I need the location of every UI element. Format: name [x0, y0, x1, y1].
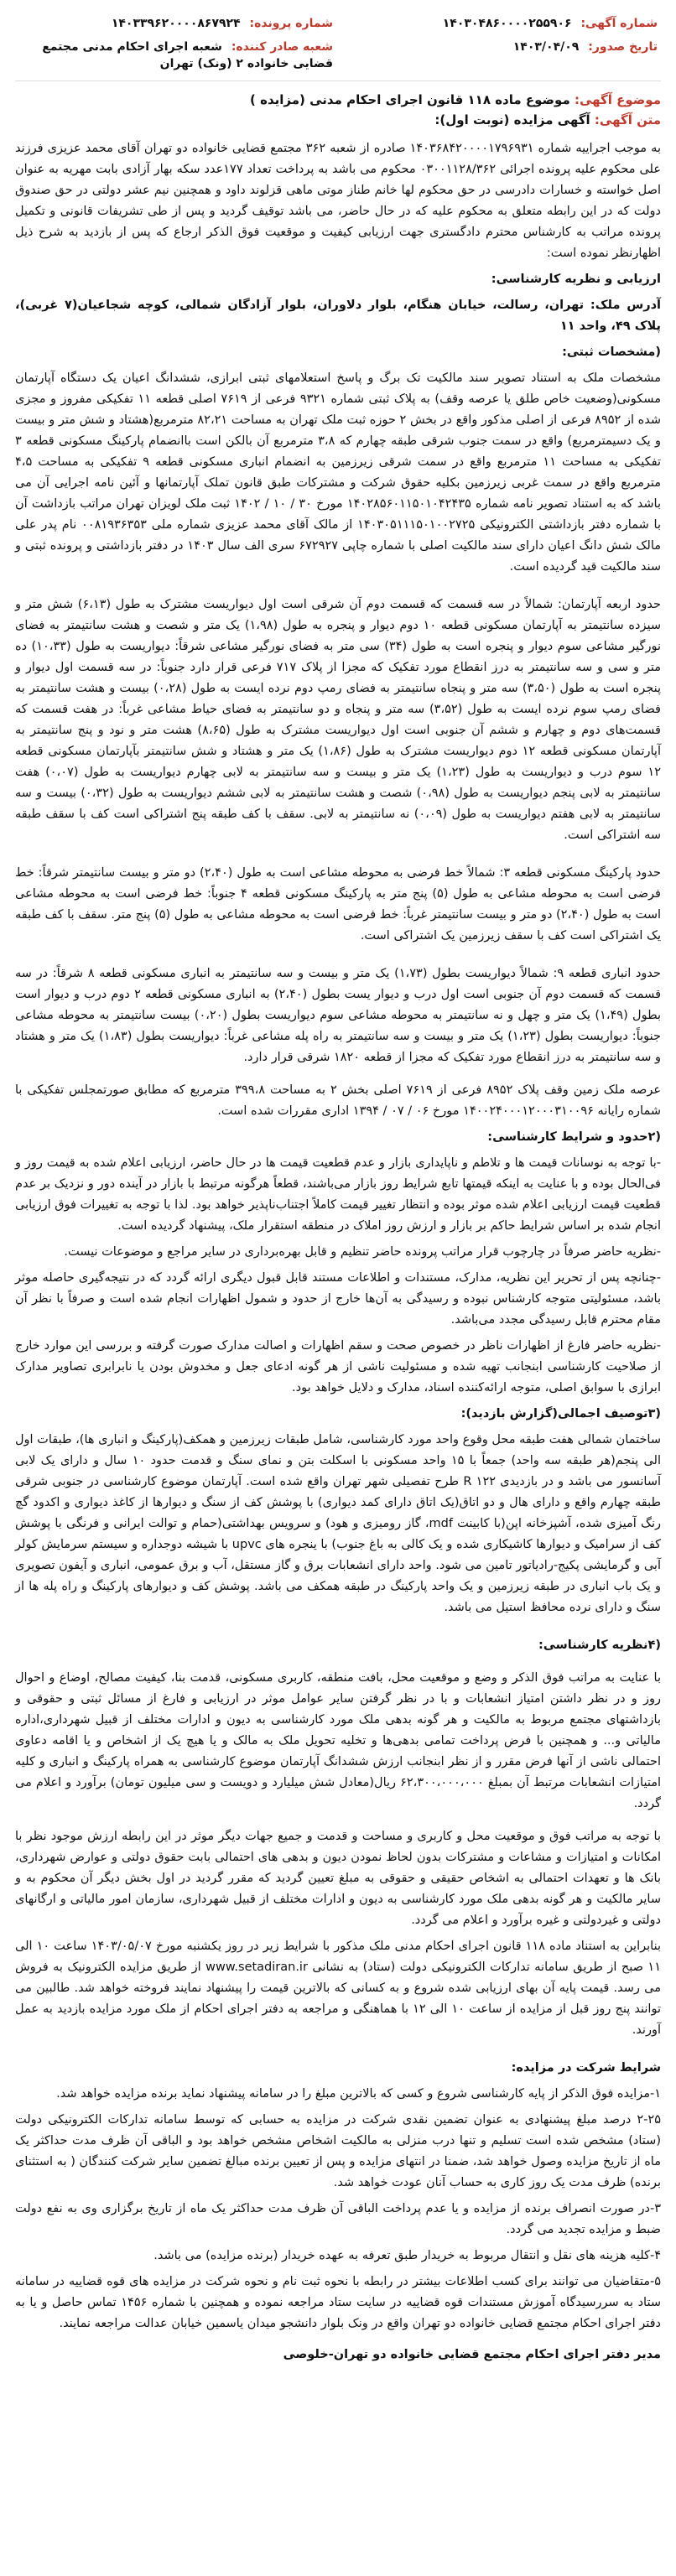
notice-intro — [15, 90, 661, 130]
issue-date — [343, 39, 658, 72]
spacer — [15, 2041, 661, 2053]
paragraph-limit-1: -با توجه به نوسانات قیمت ها و تلاطم و ناپایداری بازار و عدم قطعیت قیمت ها در حال حاضر، ارزیابی اعلام شده به قیمت روز و فی‌الحال بوده و با عنایت به اینکه قیمتها تابع شرایط روز بازار می‌باشند، قطعاً هرگونه مرتبط با بازار در آینده دور و نزدیک بر عدم قطعیت قیمت ارزیابی اعلام شده موثر بوده و انتظار تغییر قیمت کاملاً اجتناب‌ناپذیر خواهد بود. لذا با توجه به تغییرات فوق ارزیابی انجام شده بر اساس شرایط حاکم بر بازار و ارزش روز املاک در منطقه استقرار ملک، پیشنهاد گردیده است. — [15, 1156, 661, 1233]
issuer-value: شعبه اجرای احکام مدنی مجتمع قضایی خانواده ۲ (ونک) تهران — [42, 40, 333, 70]
notice-body — [15, 138, 661, 2334]
subject-value: موضوع ماده ۱۱۸ قانون اجرای احکام مدنی (مزایده ) — [250, 92, 570, 107]
spacer — [15, 1656, 661, 1663]
paragraph-auction-announcement: بنابراین به استناد ماده ۱۱۸ قانون اجرای احکام مدنی ملک مذکور با شرایط زیر در روز یکشنبه مورخ ۱۴۰۳/۰۵/۰۷ ساعت ۱۰ الی ۱۱ صبح از طریق سامانه تدارکات الکترونیکی دولت (ستاد) به نشانی www.setadiran.ir از طریق مزایده الکترونیک به فروش می رسد. قیمت پایه آن بهای ارزیابی شده شروع و به کسانی که بالاترین قیمت را پیشنهاد نمایند فروخته خواهد شد. طالبین می توانند پنج روز قبل از مزایده از ساعت ۱۰ الی ۱۲ با هماهنگی و مراجعه به دفتر اجرای احکام از ملک مورد مزایده بازدید به عمل آورند. — [15, 1940, 661, 2037]
paragraph-valuation-note: با توجه به مراتب فوق و موقعیت محل و کاربری و مساحت و قدمت و جمیع جهات دیگر موثر در این رابطه ارزش موجود نظر با امکانات و امتیازات و مشاعات و مشترکات بدون لحاظ نمودن دیون و بدهی های احتمالی بابت حقوق دولتی و عوارض شهرداری، بانک ها و تعهدات احتمالی به اشخاص حقیقی و حقوقی به مبلغ تعیین گردید که مقرر گردید در اول بخش دیگر آن محکوم به و سایر مالکیت و هر گونه بدهی ملک مورد کارشناسی به دیون و ادارات مختلف از قبیل شهرداری، سازمان امور مالیاتی و ارگانهای دولتی و غیردولتی و غیره برآورد و اعلام می گردد. — [15, 1830, 661, 1927]
notice-number — [343, 15, 658, 32]
issuer-label: شعبه صادر کننده: — [231, 40, 333, 54]
paragraph-parking-boundaries: حدود پارکینگ مسکونی قطعه ۳: شمالاً خط فرضی به محوطه مشاعی است به طول (۲،۴۰) دو متر و بیست سانتیمتر شرقاً: خط فرضی است به محوطه مشاعی به طول (۵) پنج متر به پارکینگ مسکونی قطعه ۴ جنوباً: خط فرضی است به محوطه مشاعی است به طول (۲،۴۰) دو متر و بیست سانتیمتر غرباً: خط فرضی است به محوطه مشاعی به طول (۵) پنج متر. سقف با کف طبقه یک اشتراکی است کف با سقف زیرزمین یک اشتراکی است. — [15, 866, 661, 943]
spacer — [15, 578, 661, 589]
condition-3: ۳-در صورت انصراف برنده از مزایده و یا عدم پرداخت الباقی آن ظرف مدت حداکثر یک ماه از تاریخ برگزاری وی به نفع دولت ضبط و مزایده تجدید می گردد. — [15, 2202, 661, 2236]
heading-description: (۳توصیف اجمالی(گزارش بازدید): — [460, 1407, 661, 1420]
body-label: متن آگهی: — [594, 112, 661, 127]
condition-2: ۲-۲۵ درصد مبلغ پیشنهادی به عنوان تضمین نقدی شرکت در مزایده به حسابی که توسط سامانه تدارکات الکترونیکی دولت (ستاد) مشخص شده است تسلیم و تنها درب منزلی به مالکیت اشخاص مشخص خواهد بود و الباقی آن ظرف مدت حداکثر یک ماه از تاریخ مزایده وصول خواهد شد، ضمنا در انتهای مزایده و پس از تعیین برنده مبالغ تضمین سایر شرکت کنندگان ( به استثنای برنده) ظرف مدت یک روز کاری به حساب آنان عودت خواهد شد. — [15, 2113, 661, 2189]
paragraph-limit-2: -نظریه حاضر صرفاً در چارچوب قرار مراتب پرونده حاضر تنظیم و قابل بهره‌برداری در سایر مراجع و موضوعات نیست. — [64, 1245, 661, 1259]
case-number-label: شماره پرونده: — [249, 17, 333, 30]
paragraph-registration: مشخصات ملک به استناد تصویر سند مالکیت تک برگ و پاسخ استعلامهای ثبتی ابرازی، ششدانگ اعیان یک دستگاه آپارتمان مسکونی(وضعیت خاص طلق یا عرصه وقف) به پلاک ثبتی شماره ۹۳۲۱ فرعی از ۷۶۱۹ اصلی قطعه ۱۱ تفکیکی مفروز و مجزی شده از ۸۹۵۲ فرعی از اصلی مذکور واقع در بخش ۲ حوزه ثبت ملک تهران به مساحت ۸۲،۲۱ مترمربع(هشتاد و شش متر و بیست و یک دسیمترمربع) واقع در سمت جنوب شرقی طبقه چهارم که ۳،۸ مترمربع آن بالکن است باانضمام پارکینگ مسکونی قطعه ۳ تفکیکی به مساحت ۱۱ مترمربع واقع در سمت شرقی زیرزمین به انضمام انباری مسکونی قطعه ۹ تفکیکی به مساحت ۴،۵ مترمربع واقع در سمت غربی زیرزمین بکلیه حقوق شرکت و مشترکات طبق قانون تملک آپارتمانها و آئین نامه اجرایی آن می باشد که به استناد تصویر نامه شماره ۱۴۰۲۸۵۶۰۱۱۵۰۱۰۴۲۴۳۵ مورخ ۳۰ / ۱۰ / ۱۴۰۲ ثبت ملک لویزان تهران مراتب بازداشت آن با شماره دفتر بازداشتی الکترونیکی ۱۴۰۳۰۵۱۱۱۵۰۱۰۰۲۷۲۵ از مالک آقای محمد عزیزی شماره ملی ۰۰۸۱۹۳۶۳۵۳ نام پدر علی مالک شش دانگ اعیان دارای سند مالکیت اصلی با شماره چاپی ۶۷۲۹۲۷ سری الف سال ۱۴۰۳ در دفتر بازداشتی و پرونده ثبتی و سند مالکیت قید گردیده است. — [15, 371, 662, 574]
signature: مدیر دفتر اجرای احکام مجتمع قضایی خانواده دو تهران-خلوصی — [283, 2348, 661, 2361]
spacer — [15, 846, 661, 858]
spacer — [15, 1815, 661, 1821]
heading-evaluation: ارزیابی و نظریه کارشناسی: — [491, 273, 661, 286]
case-number — [18, 15, 333, 32]
body-title: آگهی مزایده (نوبت اول): — [434, 112, 590, 127]
notice-number-label: شماره آگهی: — [580, 17, 658, 30]
property-address: آدرس ملک: تهران، رسالت، خیابان هنگام، بلوار دلاوران، بلوار آزادگان شمالی، کوچه شجاعیان(۷ غربی)، پلاک ۴۹، واحد ۱۱ — [15, 299, 661, 333]
heading-limits: (۲حدود و شرایط کارشناسی: — [487, 1130, 661, 1144]
notice-subject — [15, 90, 661, 110]
notice-number-value: ۱۴۰۳۰۴۸۶۰۰۰۰۲۵۵۹۰۶ — [442, 17, 572, 30]
issuer — [18, 39, 333, 72]
condition-1: ۱-مزایده فوق الذکر از پایه کارشناسی شروع و کسی که بالاترین مبلغ را در سامانه پیشنهاد نماید برنده مزایده خواهد شد. — [56, 2087, 661, 2101]
spacer — [15, 1618, 661, 1630]
paragraph-land: عرصه ملک زمین وقف پلاک ۸۹۵۲ فرعی از ۷۶۱۹ اصلی بخش ۲ به مساحت ۳۹۹،۸ مترمربع که مطابق صورتمجلس تفکیکی با شماره رایانه ۱۴۰۰۲۴۰۰۰۱۲۰۰۰۳۱۰۰۹۶ مورخ ۰۶ / ۰۷ / ۱۳۹۴ اداری مقررات شده است. — [15, 1083, 662, 1118]
paragraph-limit-4: -نظریه حاضر فارغ از اظهارات ناظر در خصوص صحت و سقم اظهارات و اصالت مدارک صورت گرفته و بررسی این موارد خارج از صلاحیت کارشناسی ابنجانب تهیه شده و مسئولیت ناشی از هر گونه ادعای جعل و مخدوش بودن یا نابرابری تصاویر مدارک ابرازی با سوابق اصلی، متوجه ارائه‌کننده اسناد، مدارک و دلایل خواهد بود. — [15, 1339, 661, 1394]
paragraph-execution: به موجب اجراییه شماره ۱۴۰۳۶۸۴۲۰۰۰۰۱۷۹۶۹۳۱ صادره از شعبه ۳۶۲ مجتمع قضایی خانواده دو تهران آقای محمد عزیزی فرزند علی محکوم علیه پرونده اجرائی ۰۳۰۰۱۱۲۸/۳۶۲ محکوم می باشد به پرداخت تعداد ۱۷۷عدد سکه بهار آزادی بابت مهریه به عنوان اصل خواسته و خسارات دادرسی در حق محکوم لها خانم طناز موتی ماهی قزلوند داود و همچنین نیم عشر دولتی در حق صندوق دولت که در این رابطه متعلق به محکوم علیه که در حال حاضر، می باشد توقیف گردید و پس از طی تشریفات قانونی و تکمیل پرونده مراتب به کارشناس محترم دادگستری جهت ارزیابی کیفیت و موقعیت فوق الذکر ارجاع که پس از بازدید به شرح ذیل اظهارنظر نموده است: — [15, 142, 662, 260]
paragraph-apartment-boundaries: حدود اربعه آپارتمان: شمالاً در سه قسمت که قسمت دوم آن شرقی است اول دیواریست مشترک به طول (۶،۱۳) شش متر و سیزده سانتیمتر به آپارتمان مسکونی قطعه ۱۰ دوم دیوار و پنجره به طول (۱،۹۸) یک متر و شصت و هشت سانتیمتر به فضای نورگیر مشاعی سوم دیوار و پنجره است به طول (۳۴) سی متر به فضای نورگیر مشاعی شرقاً: دیواریست به طول (۱۰،۳۳) ده متر و سی و سه سانتیمتر به درز انقطاع مورد تفکیک که مجزا از پلاک ۷۱۷ فرعی قرار دارد جنوباً: در سه قسمت اول دیوار و پنجره است به طول (۳،۵۰) سه متر و پنجاه سانتیمتر به فضای رمپ دوم نرده ایست به طول (۰،۲۸) بیست و هشت سانتیمتر به فضای رمپ سوم نرده ایست به طول (۳،۵۲) سه متر و پنجاه و دو سانتیمتر به فضای حیاط مشاعی غرباً: در هفت قسمت که قسمت‌های دوم و چهارم و ششم آن جنوبی است اول دیواریست مشترک به طول (۸،۶۵) هشت متر و نود و پنج سانتیمتر به آپارتمان مسکونی قطعه ۱۲ دوم دیواریست مشترک به طول (۱،۸۶) یک متر و هشتاد و شش سانتیمتر بآپارتمان مسکونی قطعه ۱۲ سوم درب و دیواریست به طول (۱،۲۳) یک متر و بیست و سه سانتیمتر به لابی چهارم دیواریست به طول (۰،۰۷) هفت سانتیمتر به لابی پنجم دیواریست به طول (۰،۹۸) شصت و هشت سانتیمتر به لابی ششم دیواریست به طول (۰،۳۲) بیست و سه سانتیمتر به لابی هفتم دیواریست به طول (۰،۰۹) نه سانتیمتر به لابی. سقف با کف طبقه پنج اشتراکی است کف با سقف طبقه سه اشتراکی است. — [15, 598, 662, 842]
heading-expert-opinion: (۴نظریه کارشناسی: — [538, 1639, 661, 1652]
notice-body-title — [15, 110, 661, 130]
paragraph-storage-boundaries: حدود انباری قطعه ۹: شمالاً دیواریست بطول (۱،۷۳) یک متر و بیست و سه سانتیمتر به انباری مسکونی قطعه ۸ شرقاً: در سه قسمت که قسمت دوم آن جنوبی است اول درب و دیوار یست بطول (۲،۴۰) به انباری مسکونی قطعه ۲ دوم درب و دیوار است بطول (۱،۴۹) یک متر و چهل و نه سانتیمتر به محوطه مشاعی سوم دیواریست بطول (۰،۲۰) بیست سانتیمتر به محوطه مشاعی جنوباً: دیواریست بطول (۱،۲۳) یک متر و بیست و سه سانتیمتر به راه پله مشاعی غرباً: دیواریست بطول (۱،۸۳) یک متر و هشتاد و سه سانتیمتر به درز انقطاع مورد تفکیک که مجزا از قطعه ۱۸۲۰ شرقی قرار دارد. — [15, 967, 662, 1064]
condition-5: ۵-متقاضیان می توانند برای کسب اطلاعات بیشتر در رابطه با نحوه ثبت نام و نحوه شرکت در مزایده های قوه قضاییه در سامانه ستاد به سررسیدگاه آموزش مستندات قوه قضاییه در سایت ستاد مراجعه نموده و همچنین با شماره ۱۴۵۶ تماس حاصل و یا به دفتر اجرای احکام مجتمع قضایی خانواده دو تهران واقع در ونک بلوار دانشجو میدان یاسمین خیابان عدالت مراجعه نمایند. — [15, 2275, 661, 2330]
condition-4: ۴-کلیه هزینه های نقل و انتقال مربوط به خریدار طبق تعرفه به عهده خریدار (برنده مزایده) می باشد. — [153, 2249, 661, 2262]
spacer — [15, 947, 661, 958]
notice-header — [15, 10, 661, 81]
subject-label: موضوع آگهی: — [574, 92, 661, 107]
paragraph-valuation: با عنایت به مراتب فوق الذکر و وضع و موقعیت محل، بافت منطقه، کاربری مسکونی، قدمت بنا، کیفیت مصالح، اوضاع و احوال روز و در نظر داشتن امتیاز انشعابات و با در نظر گرفتن سایر عوامل موثر در ارزیابی و فارغ از مسائل ثبتی و حقوقی و بازداشتهای مجتمع مربوط به مالکیت و هر گونه بدهی ملک مورد کارشناسی به دیون و ادارات مختلف از قبیل شهرداری،اداره مالیاتی و... و همچنین با فرض پرداخت تمامی بدهی‌ها و تخلیه تحویل ملک به مالک و یا هیچ یک از اشخاص و یا اقامه دعاوی احتمالی ناشی از آنها فرض مقرر و از نظر ابنجانب ارزش ششدانگ آپارتمان موضوع کارشناسی به همراه پارکینگ و انباری و کلیه امتیازات انشعابات مرتبط آن بمبلغ ۶۲،۳۰۰،۰۰۰،۰۰۰ ریال(معادل شش میلیارد و دویست و سی میلیون تومان) برآورد و اعلام می گردد. — [15, 1671, 661, 1810]
paragraph-limit-3: -چنانچه پس از تحریر این نظریه، مدارک، مستندات و اطلاعات مستند قابل قبول دیگری ارائه گردد که در نتیجه‌گیری حاصله موثر باشد، مسئولیتی متوجه کارشناس نبوده و رسیدگی به آن‌ها خارج از حدود و شمول اظهارات انجام شده است و صرفاً با نظر آن مقام محترم قابل رسیدگی مجدد می‌باشد. — [15, 1271, 661, 1327]
case-number-value: ۱۴۰۳۳۹۶۲۰۰۰۰۸۶۷۹۲۴ — [111, 17, 241, 30]
paragraph-description: ساختمان شمالی هفت طبقه محل وقوع واحد مورد کارشناسی، شامل طبقات زیرزمین و همکف(پارکینگ و انباری ها)، طبقات اول الی پنجم(هر طبقه سه واحد) جمعاً با ۱۵ واحد مسکونی با اسکلت بتن و نمای سنگ و قدمت حدود ۱۰ سال و دارای یک لابی آسانسور می باشد و در بازدیدی ۱۲۲ R طرح تفصیلی شهر تهران واقع شده است. آپارتمان موضوع کارشناسی در جنوبی شرقی طبقه چهارم واقع و دارای هال و دو اتاق(یک اتاق دارای کمد دیواری) با پوشش کف از سنگ و دیوارها از کاغذ دیواری و اکدود گچ رنگ آمیزی شده، آشپزخانه اپن(با کابینت mdf، گاز رومیزی و هود) و سرویس بهداشتی(حمام و توالت ایرانی و فرنگی با پوشش کف از سرامیک و دیوارها کاشیکاری شده و یک کالی به باغ جنوب) با ینجره های upvc با شیشه دوجداره و سیستم سرمایش کولر آبی و گرمایشی پکیج-رادیاتور تامین می شود. واحد دارای انشعابات برق و گاز مستقل، آب و برق عمومی، انباری و آیفون تصویری و یک باب انباری در طبقه زیرزمین و یک واحد پارکینگ در طبقه همکف می باشد. پوشش کف و دیوارهای پارکینگ و راه پله ها از سنگ و دارای نرده محافظ استیل می باشد. — [15, 1433, 662, 1614]
heading-conditions: شرایط شرکت در مزایده: — [511, 2061, 661, 2075]
heading-registration: (مشخصات ثبتی: — [562, 345, 661, 359]
issue-date-value: ۱۴۰۳/۰۴/۰۹ — [512, 40, 580, 54]
issue-date-label: تاریخ صدور: — [588, 40, 658, 54]
spacer — [15, 1068, 661, 1075]
